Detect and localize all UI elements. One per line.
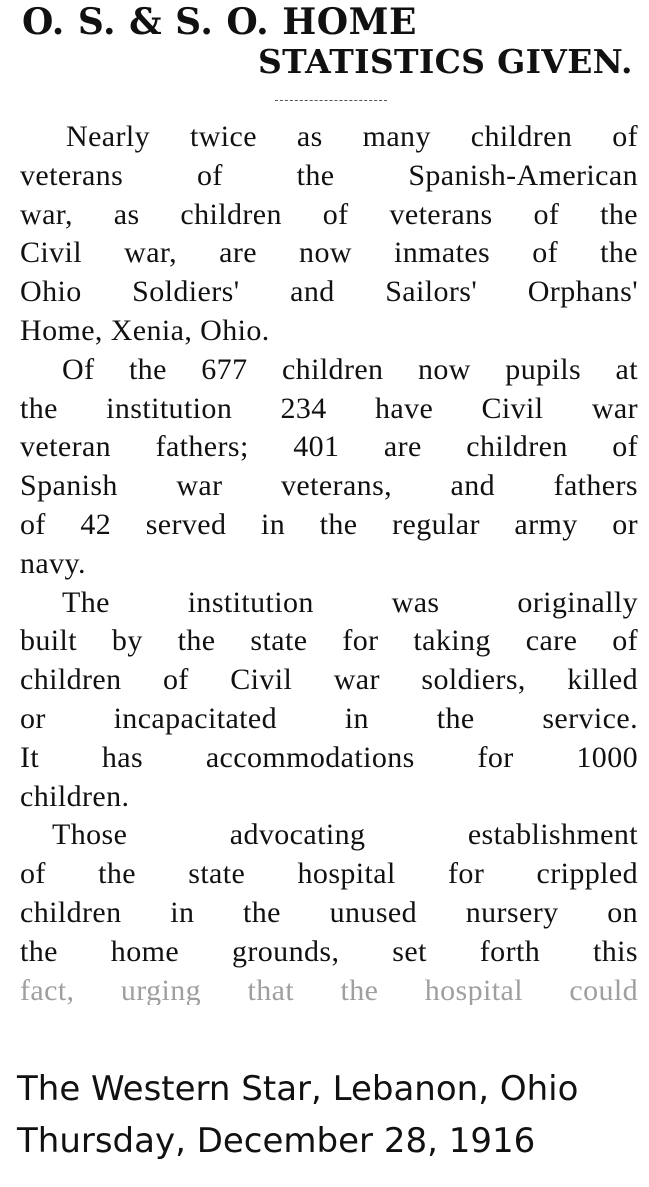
article-line: children of Civil war soldiers, killed [20,663,638,697]
article-line: Civil war, are now inmates of the [20,236,638,270]
article-line: built by the state for taking care of [20,624,638,658]
article-line: veteran fathers; 401 are children of [20,430,638,464]
article-line: Spanish war veterans, and fathers [20,469,638,503]
article-line: fact, urging that the hospital could [20,973,638,1005]
headline-line-1: O. S. & S. O. HOME [22,1,417,43]
headline-divider [275,100,387,101]
article-line: The institution was originally [62,585,638,619]
caption-publication: The Western Star, Lebanon, Ohio [17,1069,579,1109]
article-line: Home, Xenia, Ohio. [20,313,270,347]
article-line: Nearly twice as many children of [66,120,638,153]
article-line: Of the 677 children now pupils at [62,352,638,386]
source-caption [17,1063,578,1167]
article-line: veterans of the Spanish-American [20,158,638,192]
article-line: It has accommodations for 1000 [20,740,638,774]
article-line: or incapacitated in the service. [20,701,638,735]
article-line: Those advocating establishment [52,818,638,852]
caption-date: Thursday, December 28, 1916 [17,1121,536,1161]
article-line: of the state hospital for crippled [20,857,638,891]
article-line: the institution 234 have Civil war [20,391,638,425]
article-line: of 42 served in the regular army or [20,507,638,541]
article-line: Ohio Soldiers' and Sailors' Orphans' [20,275,638,309]
article-line: the home grounds, set forth this [20,934,638,968]
headline-line-2: STATISTICS GIVEN. [258,42,633,81]
article-line: war, as children of veterans of the [20,197,638,231]
article-body [20,118,638,1005]
article-line: navy. [20,546,86,580]
article-line: children in the unused nursery on [20,895,638,929]
article-line: children. [20,779,130,813]
